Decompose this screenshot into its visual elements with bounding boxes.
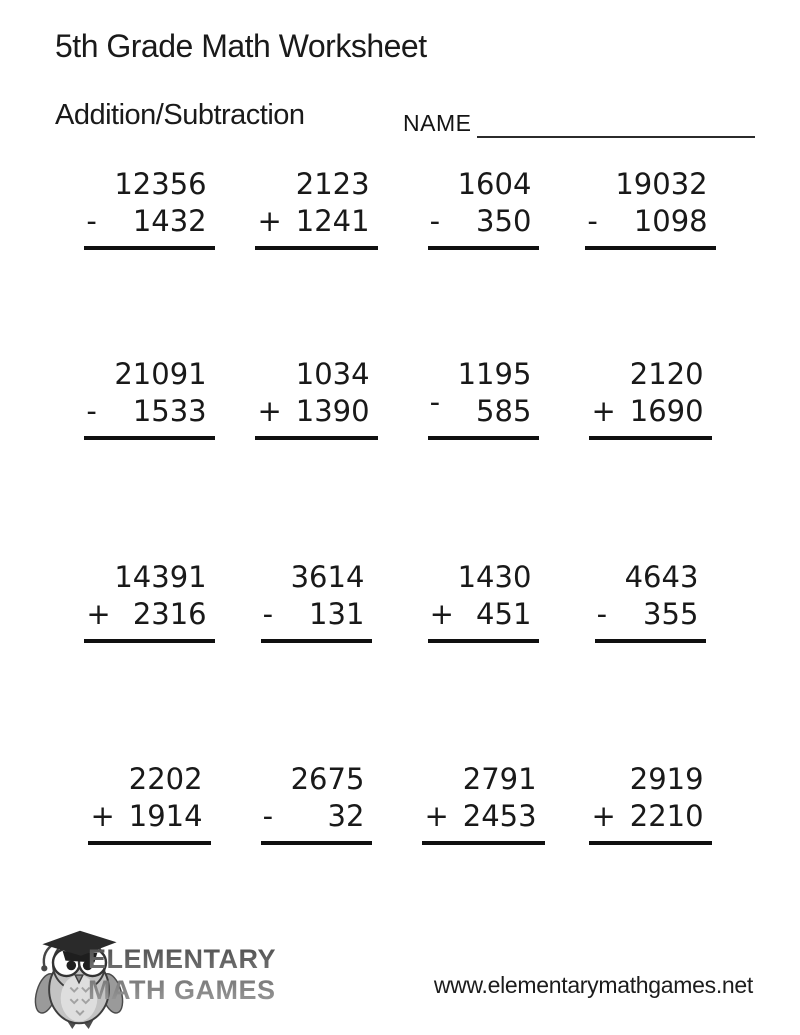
logo-line-2: MATH GAMES xyxy=(88,975,276,1005)
bottom-operand: 32 xyxy=(327,799,365,833)
page-title: 5th Grade Math Worksheet xyxy=(55,28,427,64)
bottom-line xyxy=(255,203,377,246)
operator-sign: + xyxy=(90,799,115,833)
bottom-operand: 2210 xyxy=(629,799,704,833)
math-problem xyxy=(422,761,544,845)
worksheet-subtitle: Addition/Subtraction xyxy=(55,99,305,131)
top-operand: 12356 xyxy=(114,167,207,201)
bottom-operand: 1390 xyxy=(295,394,370,428)
problems-row-4 xyxy=(66,761,734,845)
bottom-line xyxy=(595,596,707,639)
top-operand: 2120 xyxy=(629,357,704,391)
operator-sign: + xyxy=(591,799,616,833)
bottom-operand: 585 xyxy=(476,394,532,428)
bottom-line xyxy=(428,203,540,246)
bottom-line xyxy=(261,798,373,841)
top-operand: 1604 xyxy=(457,167,532,201)
math-problem xyxy=(261,559,373,643)
bottom-line xyxy=(255,393,377,436)
problems-row-3 xyxy=(66,559,734,643)
logo-line-1: ELEMENTARY xyxy=(88,944,277,974)
math-problem xyxy=(595,559,707,643)
top-operand: 1034 xyxy=(295,357,370,391)
website-url[interactable]: www.elementarymathgames.net xyxy=(433,972,753,998)
top-operand: 2123 xyxy=(295,167,370,201)
top-operand: 21091 xyxy=(114,357,207,391)
operator-sign: + xyxy=(257,394,282,428)
top-operand: 4643 xyxy=(624,560,699,594)
operator-sign: + xyxy=(429,597,454,631)
math-problem xyxy=(88,761,210,845)
math-problem xyxy=(255,166,377,250)
bottom-line xyxy=(84,596,214,639)
top-operand: 3614 xyxy=(290,560,365,594)
math-problem xyxy=(255,356,377,440)
bottom-line xyxy=(84,393,214,436)
operator-sign: - xyxy=(587,204,598,238)
name-blank-line[interactable] xyxy=(477,108,755,138)
math-problem xyxy=(84,356,214,440)
name-label: NAME xyxy=(403,110,472,136)
bottom-line xyxy=(88,798,210,841)
bottom-line xyxy=(422,798,544,841)
top-operand: 2202 xyxy=(128,762,203,796)
operator-sign: - xyxy=(429,204,441,238)
math-problem xyxy=(428,559,540,643)
operator-sign: - xyxy=(262,799,274,833)
operator-sign: - xyxy=(596,597,608,631)
top-operand: 14391 xyxy=(114,560,207,594)
bottom-line xyxy=(589,393,711,436)
operator-sign: + xyxy=(591,394,616,428)
operator-sign: + xyxy=(86,597,111,631)
bottom-operand: 1098 xyxy=(633,204,708,238)
bottom-operand: 350 xyxy=(476,204,532,238)
problems-row-1 xyxy=(66,166,734,250)
top-operand: 1195 xyxy=(457,357,532,391)
math-problem xyxy=(428,166,540,250)
bottom-operand: 2453 xyxy=(462,799,537,833)
math-problem xyxy=(589,356,711,440)
math-problem xyxy=(84,166,214,250)
bottom-line xyxy=(261,596,373,639)
math-problem xyxy=(261,761,373,845)
top-operand: 1430 xyxy=(457,560,532,594)
top-operand: 2791 xyxy=(462,762,537,796)
operator-sign: + xyxy=(257,204,282,238)
operator-sign: + xyxy=(424,799,449,833)
bottom-line xyxy=(589,798,711,841)
operator-sign: - xyxy=(262,597,274,631)
bottom-line xyxy=(428,596,540,639)
bottom-operand: 451 xyxy=(476,597,532,631)
math-problem xyxy=(84,559,214,643)
bottom-operand: 1690 xyxy=(629,394,704,428)
operator-sign: - xyxy=(86,204,97,238)
logo-wordmark xyxy=(88,944,276,1006)
top-operand: 19032 xyxy=(615,167,708,201)
problems-row-2 xyxy=(66,356,734,440)
bottom-line xyxy=(428,385,540,436)
operator-sign: - xyxy=(429,385,441,419)
top-operand: 2675 xyxy=(290,762,365,796)
math-problem xyxy=(428,356,540,440)
top-operand: 2919 xyxy=(629,762,704,796)
bottom-operand: 2316 xyxy=(132,597,207,631)
bottom-operand: 355 xyxy=(643,597,699,631)
bottom-line xyxy=(84,203,214,246)
operator-sign: - xyxy=(86,394,97,428)
bottom-operand: 1914 xyxy=(128,799,203,833)
bottom-operand: 1533 xyxy=(132,394,207,428)
bottom-operand: 1241 xyxy=(295,204,370,238)
bottom-line xyxy=(585,203,715,246)
math-problem xyxy=(585,166,715,250)
math-problem xyxy=(589,761,711,845)
bottom-operand: 131 xyxy=(309,597,365,631)
name-field xyxy=(403,108,755,138)
bottom-operand: 1432 xyxy=(132,204,207,238)
